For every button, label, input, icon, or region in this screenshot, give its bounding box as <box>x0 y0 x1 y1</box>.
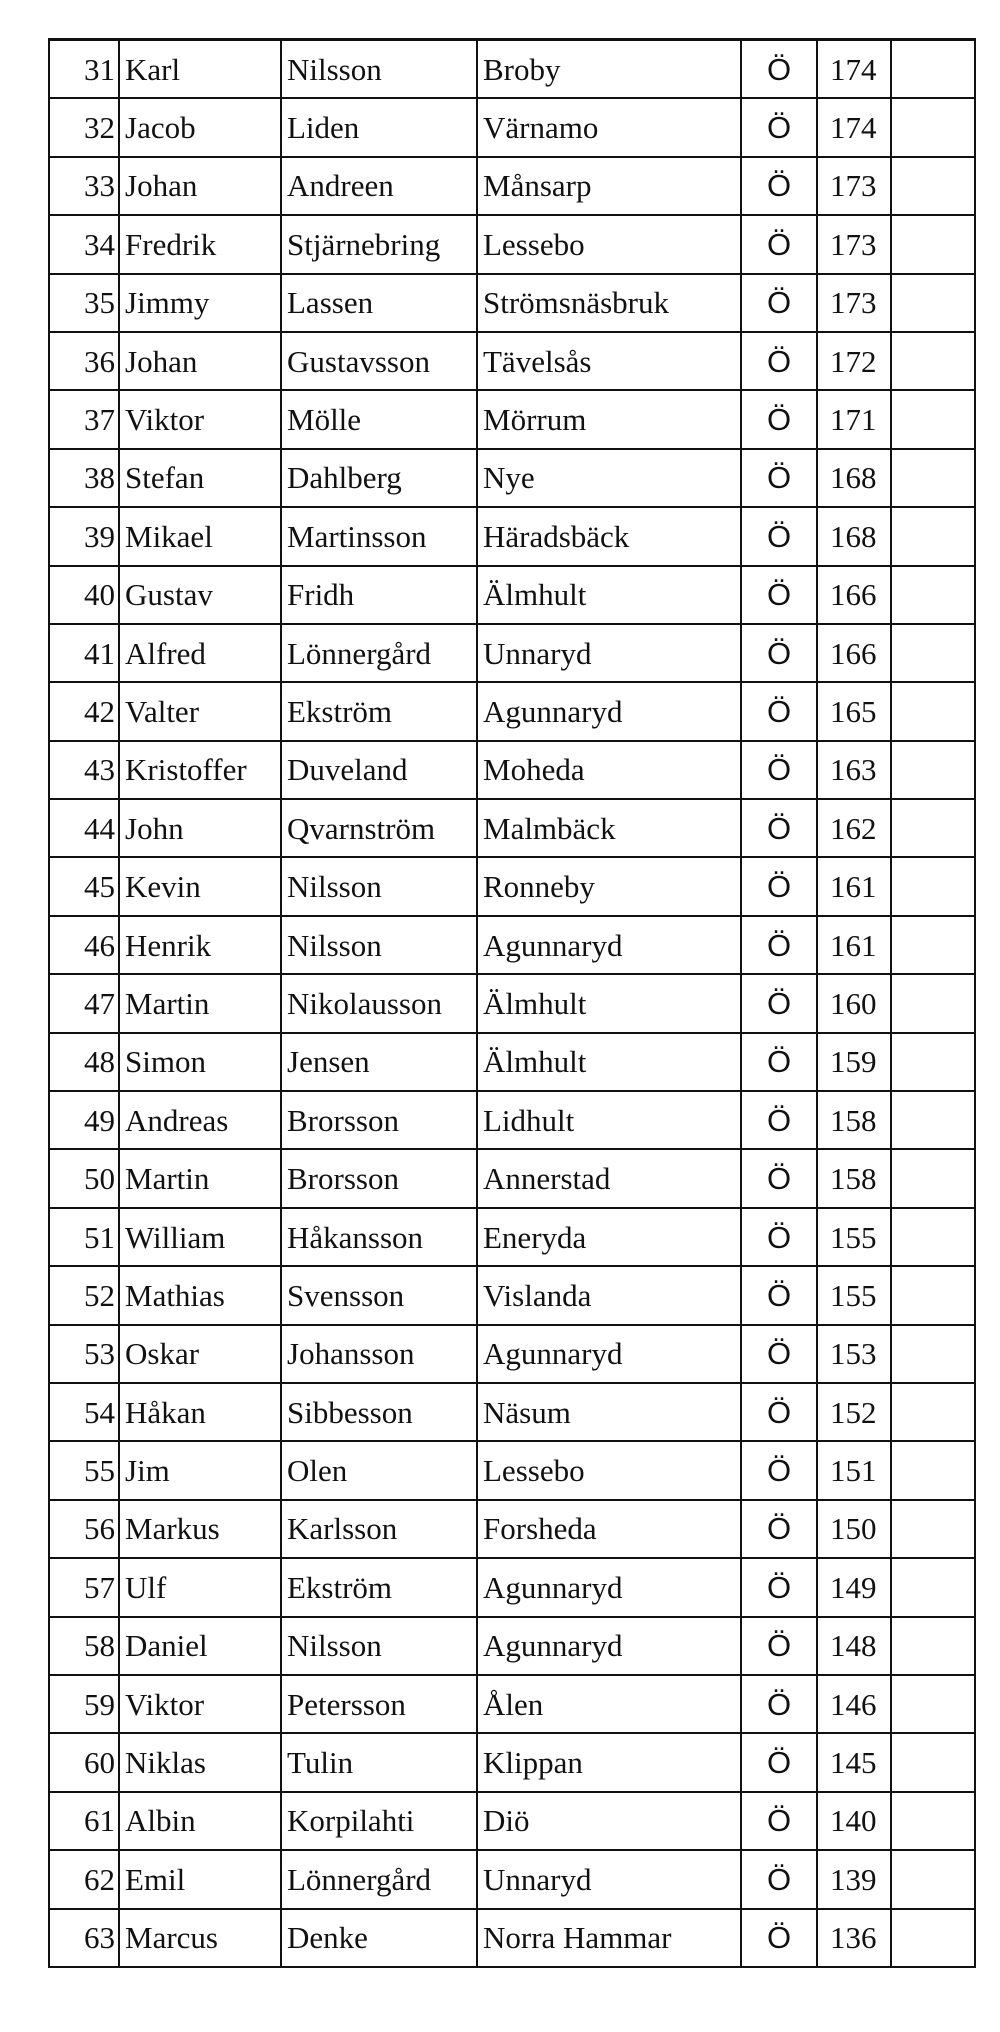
last-name-cell: Mölle <box>281 390 477 448</box>
table-row <box>49 507 975 565</box>
first-name-cell: Henrik <box>119 916 281 974</box>
table-row <box>49 1792 975 1850</box>
empty-cell <box>891 215 975 273</box>
first-name-cell: Alfred <box>119 624 281 682</box>
score-cell: 148 <box>817 1617 891 1675</box>
score-cell: 174 <box>817 98 891 156</box>
first-name-cell: Stefan <box>119 449 281 507</box>
score-cell: 173 <box>817 274 891 332</box>
first-name-cell: Kevin <box>119 857 281 915</box>
last-name-cell: Håkansson <box>281 1208 477 1266</box>
last-name-cell: Gustavsson <box>281 332 477 390</box>
score-cell: 165 <box>817 682 891 740</box>
first-name-cell: Oskar <box>119 1325 281 1383</box>
club-cell: Vislanda <box>477 1266 741 1324</box>
first-name-cell: Albin <box>119 1792 281 1850</box>
last-name-cell: Ekström <box>281 1558 477 1616</box>
score-cell: 159 <box>817 1033 891 1091</box>
score-cell: 171 <box>817 390 891 448</box>
table-row <box>49 1500 975 1558</box>
first-name-cell: Marcus <box>119 1909 281 1967</box>
empty-cell <box>891 1558 975 1616</box>
first-name-cell: Gustav <box>119 566 281 624</box>
place-cell: 58 <box>49 1617 119 1675</box>
class-cell: Ö <box>741 1617 817 1675</box>
empty-cell <box>891 390 975 448</box>
empty-cell <box>891 157 975 215</box>
place-cell: 32 <box>49 98 119 156</box>
last-name-cell: Johansson <box>281 1325 477 1383</box>
class-cell: Ö <box>741 1909 817 1967</box>
place-cell: 50 <box>49 1149 119 1207</box>
empty-cell <box>891 1909 975 1967</box>
last-name-cell: Ekström <box>281 682 477 740</box>
score-cell: 153 <box>817 1325 891 1383</box>
table-row <box>49 40 975 99</box>
club-cell: Ålen <box>477 1675 741 1733</box>
first-name-cell: Viktor <box>119 390 281 448</box>
results-table-body <box>49 40 975 1967</box>
club-cell: Unnaryd <box>477 624 741 682</box>
club-cell: Värnamo <box>477 98 741 156</box>
table-row <box>49 1091 975 1149</box>
empty-cell <box>891 1675 975 1733</box>
place-cell: 31 <box>49 40 119 99</box>
empty-cell <box>891 624 975 682</box>
table-row <box>49 1033 975 1091</box>
place-cell: 59 <box>49 1675 119 1733</box>
place-cell: 49 <box>49 1091 119 1149</box>
place-cell: 40 <box>49 566 119 624</box>
last-name-cell: Jensen <box>281 1033 477 1091</box>
empty-cell <box>891 1091 975 1149</box>
place-cell: 55 <box>49 1441 119 1499</box>
last-name-cell: Brorsson <box>281 1149 477 1207</box>
table-row <box>49 974 975 1032</box>
place-cell: 37 <box>49 390 119 448</box>
table-row <box>49 274 975 332</box>
table-row <box>49 1149 975 1207</box>
place-cell: 36 <box>49 332 119 390</box>
class-cell: Ö <box>741 332 817 390</box>
club-cell: Broby <box>477 40 741 99</box>
score-cell: 173 <box>817 215 891 273</box>
class-cell: Ö <box>741 857 817 915</box>
place-cell: 56 <box>49 1500 119 1558</box>
table-row <box>49 1208 975 1266</box>
last-name-cell: Nikolausson <box>281 974 477 1032</box>
score-cell: 161 <box>817 857 891 915</box>
club-cell: Unnaryd <box>477 1850 741 1908</box>
place-cell: 43 <box>49 741 119 799</box>
first-name-cell: Jimmy <box>119 274 281 332</box>
empty-cell <box>891 741 975 799</box>
last-name-cell: Nilsson <box>281 857 477 915</box>
club-cell: Annerstad <box>477 1149 741 1207</box>
class-cell: Ö <box>741 98 817 156</box>
score-cell: 173 <box>817 157 891 215</box>
club-cell: Agunnaryd <box>477 916 741 974</box>
club-cell: Nye <box>477 449 741 507</box>
empty-cell <box>891 98 975 156</box>
last-name-cell: Sibbesson <box>281 1383 477 1441</box>
club-cell: Näsum <box>477 1383 741 1441</box>
club-cell: Eneryda <box>477 1208 741 1266</box>
first-name-cell: Viktor <box>119 1675 281 1733</box>
first-name-cell: Martin <box>119 974 281 1032</box>
club-cell: Älmhult <box>477 566 741 624</box>
score-cell: 158 <box>817 1149 891 1207</box>
table-row <box>49 1266 975 1324</box>
empty-cell <box>891 1266 975 1324</box>
place-cell: 47 <box>49 974 119 1032</box>
place-cell: 52 <box>49 1266 119 1324</box>
last-name-cell: Korpilahti <box>281 1792 477 1850</box>
empty-cell <box>891 332 975 390</box>
class-cell: Ö <box>741 741 817 799</box>
score-cell: 146 <box>817 1675 891 1733</box>
last-name-cell: Nilsson <box>281 1617 477 1675</box>
empty-cell <box>891 974 975 1032</box>
empty-cell <box>891 916 975 974</box>
class-cell: Ö <box>741 1792 817 1850</box>
place-cell: 61 <box>49 1792 119 1850</box>
first-name-cell: Mikael <box>119 507 281 565</box>
last-name-cell: Lönnergård <box>281 1850 477 1908</box>
class-cell: Ö <box>741 974 817 1032</box>
last-name-cell: Tulin <box>281 1733 477 1791</box>
club-cell: Agunnaryd <box>477 1617 741 1675</box>
club-cell: Forsheda <box>477 1500 741 1558</box>
first-name-cell: Martin <box>119 1149 281 1207</box>
table-row <box>49 1850 975 1908</box>
empty-cell <box>891 857 975 915</box>
empty-cell <box>891 1792 975 1850</box>
class-cell: Ö <box>741 1149 817 1207</box>
table-row <box>49 157 975 215</box>
place-cell: 39 <box>49 507 119 565</box>
score-cell: 172 <box>817 332 891 390</box>
place-cell: 42 <box>49 682 119 740</box>
class-cell: Ö <box>741 1850 817 1908</box>
empty-cell <box>891 566 975 624</box>
first-name-cell: Johan <box>119 332 281 390</box>
last-name-cell: Petersson <box>281 1675 477 1733</box>
first-name-cell: Kristoffer <box>119 741 281 799</box>
table-row <box>49 1733 975 1791</box>
class-cell: Ö <box>741 682 817 740</box>
empty-cell <box>891 40 975 99</box>
club-cell: Klippan <box>477 1733 741 1791</box>
empty-cell <box>891 1149 975 1207</box>
class-cell: Ö <box>741 215 817 273</box>
club-cell: Agunnaryd <box>477 1325 741 1383</box>
score-cell: 145 <box>817 1733 891 1791</box>
club-cell: Häradsbäck <box>477 507 741 565</box>
place-cell: 63 <box>49 1909 119 1967</box>
table-row <box>49 916 975 974</box>
first-name-cell: Markus <box>119 1500 281 1558</box>
club-cell: Älmhult <box>477 1033 741 1091</box>
first-name-cell: John <box>119 799 281 857</box>
score-cell: 160 <box>817 974 891 1032</box>
table-row <box>49 1383 975 1441</box>
empty-cell <box>891 799 975 857</box>
score-cell: 161 <box>817 916 891 974</box>
table-row <box>49 1441 975 1499</box>
first-name-cell: Jim <box>119 1441 281 1499</box>
club-cell: Strömsnäsbruk <box>477 274 741 332</box>
first-name-cell: Mathias <box>119 1266 281 1324</box>
first-name-cell: Karl <box>119 40 281 99</box>
empty-cell <box>891 1208 975 1266</box>
empty-cell <box>891 1033 975 1091</box>
score-cell: 162 <box>817 799 891 857</box>
last-name-cell: Fridh <box>281 566 477 624</box>
last-name-cell: Karlsson <box>281 1500 477 1558</box>
first-name-cell: Johan <box>119 157 281 215</box>
score-cell: 168 <box>817 449 891 507</box>
club-cell: Ronneby <box>477 857 741 915</box>
class-cell: Ö <box>741 449 817 507</box>
empty-cell <box>891 449 975 507</box>
first-name-cell: Andreas <box>119 1091 281 1149</box>
empty-cell <box>891 1617 975 1675</box>
score-cell: 140 <box>817 1792 891 1850</box>
score-cell: 166 <box>817 624 891 682</box>
class-cell: Ö <box>741 390 817 448</box>
first-name-cell: Jacob <box>119 98 281 156</box>
place-cell: 48 <box>49 1033 119 1091</box>
class-cell: Ö <box>741 1558 817 1616</box>
empty-cell <box>891 1733 975 1791</box>
table-row <box>49 1617 975 1675</box>
empty-cell <box>891 274 975 332</box>
first-name-cell: William <box>119 1208 281 1266</box>
place-cell: 60 <box>49 1733 119 1791</box>
last-name-cell: Brorsson <box>281 1091 477 1149</box>
first-name-cell: Valter <box>119 682 281 740</box>
last-name-cell: Qvarnström <box>281 799 477 857</box>
last-name-cell: Stjärnebring <box>281 215 477 273</box>
table-row <box>49 1325 975 1383</box>
club-cell: Lidhult <box>477 1091 741 1149</box>
last-name-cell: Olen <box>281 1441 477 1499</box>
table-row <box>49 98 975 156</box>
class-cell: Ö <box>741 1325 817 1383</box>
table-row <box>49 1909 975 1967</box>
last-name-cell: Liden <box>281 98 477 156</box>
table-row <box>49 1558 975 1616</box>
table-row <box>49 215 975 273</box>
class-cell: Ö <box>741 1266 817 1324</box>
empty-cell <box>891 1325 975 1383</box>
club-cell: Älmhult <box>477 974 741 1032</box>
score-cell: 139 <box>817 1850 891 1908</box>
club-cell: Malmbäck <box>477 799 741 857</box>
first-name-cell: Håkan <box>119 1383 281 1441</box>
class-cell: Ö <box>741 1383 817 1441</box>
place-cell: 51 <box>49 1208 119 1266</box>
empty-cell <box>891 682 975 740</box>
score-cell: 158 <box>817 1091 891 1149</box>
place-cell: 57 <box>49 1558 119 1616</box>
place-cell: 53 <box>49 1325 119 1383</box>
club-cell: Moheda <box>477 741 741 799</box>
score-cell: 155 <box>817 1208 891 1266</box>
class-cell: Ö <box>741 799 817 857</box>
score-cell: 136 <box>817 1909 891 1967</box>
first-name-cell: Ulf <box>119 1558 281 1616</box>
score-cell: 166 <box>817 566 891 624</box>
club-cell: Mörrum <box>477 390 741 448</box>
class-cell: Ö <box>741 566 817 624</box>
first-name-cell: Daniel <box>119 1617 281 1675</box>
club-cell: Diö <box>477 1792 741 1850</box>
club-cell: Agunnaryd <box>477 682 741 740</box>
class-cell: Ö <box>741 1675 817 1733</box>
empty-cell <box>891 1500 975 1558</box>
first-name-cell: Niklas <box>119 1733 281 1791</box>
place-cell: 41 <box>49 624 119 682</box>
club-cell: Tävelsås <box>477 332 741 390</box>
place-cell: 44 <box>49 799 119 857</box>
class-cell: Ö <box>741 40 817 99</box>
class-cell: Ö <box>741 624 817 682</box>
table-row <box>49 857 975 915</box>
class-cell: Ö <box>741 1208 817 1266</box>
club-cell: Månsarp <box>477 157 741 215</box>
class-cell: Ö <box>741 1091 817 1149</box>
table-row <box>49 390 975 448</box>
score-cell: 174 <box>817 40 891 99</box>
place-cell: 33 <box>49 157 119 215</box>
last-name-cell: Nilsson <box>281 40 477 99</box>
place-cell: 34 <box>49 215 119 273</box>
table-row <box>49 624 975 682</box>
class-cell: Ö <box>741 157 817 215</box>
first-name-cell: Emil <box>119 1850 281 1908</box>
last-name-cell: Nilsson <box>281 916 477 974</box>
empty-cell <box>891 1441 975 1499</box>
place-cell: 54 <box>49 1383 119 1441</box>
table-row <box>49 332 975 390</box>
last-name-cell: Duveland <box>281 741 477 799</box>
score-cell: 168 <box>817 507 891 565</box>
table-row <box>49 566 975 624</box>
class-cell: Ö <box>741 1033 817 1091</box>
class-cell: Ö <box>741 507 817 565</box>
first-name-cell: Simon <box>119 1033 281 1091</box>
last-name-cell: Svensson <box>281 1266 477 1324</box>
results-table <box>48 38 976 1968</box>
class-cell: Ö <box>741 1441 817 1499</box>
last-name-cell: Andreen <box>281 157 477 215</box>
first-name-cell: Fredrik <box>119 215 281 273</box>
table-row <box>49 1675 975 1733</box>
club-cell: Lessebo <box>477 1441 741 1499</box>
table-row <box>49 449 975 507</box>
club-cell: Norra Hammar <box>477 1909 741 1967</box>
place-cell: 35 <box>49 274 119 332</box>
score-cell: 163 <box>817 741 891 799</box>
last-name-cell: Dahlberg <box>281 449 477 507</box>
place-cell: 45 <box>49 857 119 915</box>
last-name-cell: Lassen <box>281 274 477 332</box>
score-cell: 150 <box>817 1500 891 1558</box>
club-cell: Agunnaryd <box>477 1558 741 1616</box>
table-row <box>49 682 975 740</box>
class-cell: Ö <box>741 274 817 332</box>
class-cell: Ö <box>741 1733 817 1791</box>
last-name-cell: Lönnergård <box>281 624 477 682</box>
table-row <box>49 799 975 857</box>
empty-cell <box>891 507 975 565</box>
score-cell: 152 <box>817 1383 891 1441</box>
score-cell: 149 <box>817 1558 891 1616</box>
last-name-cell: Denke <box>281 1909 477 1967</box>
empty-cell <box>891 1850 975 1908</box>
club-cell: Lessebo <box>477 215 741 273</box>
score-cell: 151 <box>817 1441 891 1499</box>
place-cell: 38 <box>49 449 119 507</box>
class-cell: Ö <box>741 1500 817 1558</box>
class-cell: Ö <box>741 916 817 974</box>
place-cell: 62 <box>49 1850 119 1908</box>
empty-cell <box>891 1383 975 1441</box>
score-cell: 155 <box>817 1266 891 1324</box>
place-cell: 46 <box>49 916 119 974</box>
table-row <box>49 741 975 799</box>
last-name-cell: Martinsson <box>281 507 477 565</box>
